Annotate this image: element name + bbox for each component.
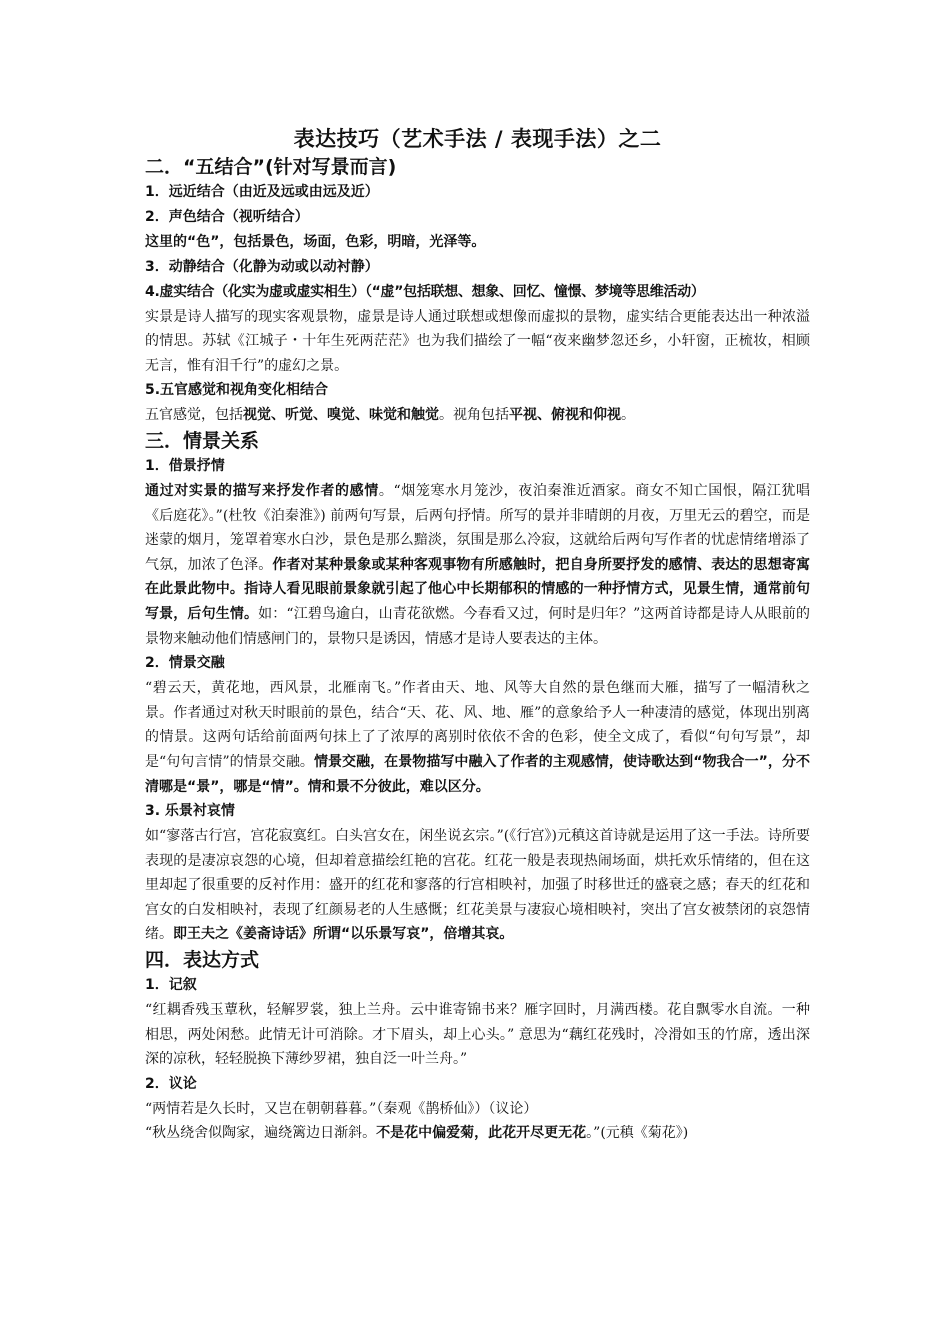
item-argument-line-1: “两情若是久长时，又岂在朝朝暮暮。”（秦观《鹊桥仙》）（议论） <box>145 1100 538 1117</box>
bold-span: 视觉、听觉、嗅觉、味觉和触觉 <box>243 407 439 424</box>
item-sound-color-note: 这里的“色”，包括景色，场面，色彩，明暗，光泽等。 <box>145 234 486 250</box>
item-blend: 2．情景交融 <box>145 655 225 672</box>
item-borrow-scene: 1．借景抒情 <box>145 457 225 474</box>
text-span: 。”(元稹《菊花》) <box>586 1125 689 1142</box>
item-virtual-real: 4.虚实结合（化实为虚或虚实相生）（“虚”包括联想、想象、回忆、憧憬、梦境等思维活动） <box>145 283 705 300</box>
bold-span: 通过对实景的描写来抒发作者的感情 <box>145 482 379 499</box>
item-joy-sorrow-body <box>145 824 810 947</box>
text-span: 如：“江碧鸟逾白，山青花欲燃。今春看又过，何时是归年？”这两首诗都是诗人从眼前的景物来触动他们情感闸门的，景物只是诱因，情感才是诗人要表达的主体。 <box>145 605 811 647</box>
item-virtual-real-body: 实景是诗人描写的现实客观景物，虚景是诗人通过联想或想像而虚拟的景物，虚实结合更能表达出一种浓溢的情思。苏轼《江城子・十年生死两茫茫》也为我们描绘了一幅“夜来幽梦忽还乡，小轩窗，正梳妆，相顾无言，惟有泪千行”的虚幻之景。 <box>145 308 810 374</box>
item-borrow-scene-body <box>145 479 810 651</box>
item-narration: 1．记叙 <box>145 977 197 994</box>
item-narration-body: “红耦香残玉蕈秋，轻解罗裳，独上兰舟。云中谁寄锦书来？雁字回时，月满西楼。花自飘零水自流。一种相思，两处闲愁。此情无计可消除。才下眉头，却上心头。” 意思为“藕红花残时，冷滑如玉的竹席，透出深深的凉秋，轻轻脱换下薄纱罗裙，独自泛一叶兰舟。” <box>145 1002 810 1068</box>
bold-span: 作者对某种景象或某种客观事物有所感触时，把自身所要抒发的感情、表达的思想寄寓在此景此物中。指诗人看见眼前景象就引起了他心中长期郁积的情感的一种抒情方式，见景生情，通常前句写景，后句生情。 <box>145 556 811 622</box>
text-span: 。 <box>621 407 635 424</box>
bold-span: 即王夫之《姜斋诗话》所谓“以乐景写哀”，倍增其哀。 <box>173 926 514 943</box>
item-far-near: 1．远近结合（由近及远或由远及近） <box>145 184 379 200</box>
item-senses-perspective-body <box>145 403 810 428</box>
text-span: 。视角包括 <box>439 407 509 424</box>
item-motion-stillness: 3．动静结合（化静为动或以动衬静） <box>145 258 379 275</box>
item-sound-color: 2．声色结合（视听结合） <box>145 209 309 225</box>
bold-span: 不是花中偏爱菊，此花开尽更无花 <box>376 1125 587 1142</box>
section-heading-expression: 四．表达方式 <box>145 949 260 972</box>
document-body <box>145 124 810 1146</box>
text-span: 。“烟笼寒水月笼沙，夜泊秦淮近酒家。商女不知亡国恨，隔江犹唱《后庭花》。”(杜牧《泊秦淮》) 前两句写景，后两句抒情。所写的景并非晴朗的月夜，万里无云的碧空，而是迷蒙的烟月，笼罩着寒水白沙，景色是那么黯淡，氛围是那么冷寂，这就给后两句写作者的忧虑情绪增添了气氛，加浓了色泽。 <box>145 482 811 573</box>
text-span: 五官感觉，包括 <box>145 407 243 424</box>
section-heading-scene-emotion: 三．情景关系 <box>145 429 260 452</box>
section-heading-five-combinations: 二．“五结合”(针对写景而言) <box>145 156 397 178</box>
bold-span: 平视、俯视和仰视 <box>509 407 621 424</box>
bold-span: 情景交融，在景物描写中融入了作者的主观感情，使诗歌达到“物我合一”，分不清哪是“景”，哪是“情”。情和景不分彼此，难以区分。 <box>145 753 810 795</box>
item-argument: 2．议论 <box>145 1075 197 1092</box>
text-span: 如“寥落古行宫，宫花寂寞红。白头宫女在，闲坐说玄宗。”(《行宫》)元稹这首诗就是运用了这一手法。诗所要表现的是凄凉哀怨的心境，但却着意描绘红艳的宫花。红花一般是表现热闹场面，烘托欢乐情绪的，但在这里却起了很重要的反衬作用：盛开的红花和寥落的行宫相映衬，加强了时移世迁的盛衰之感；春天的红花和宫女的白发相映衬，表现了红颜易老的人生感慨；红花美景与凄寂心境相映衬，突出了宫女被禁闭的哀怨情绪。 <box>145 828 810 943</box>
item-argument-line-2 <box>145 1121 810 1146</box>
text-span: “秋丛绕舍似陶家，遍绕篱边日渐斜。 <box>145 1125 377 1142</box>
item-senses-perspective: 5.五官感觉和视角变化相结合 <box>145 382 329 399</box>
document-title: 表达技巧（艺术手法 / 表现手法）之二 <box>293 127 662 151</box>
item-blend-body <box>145 676 810 799</box>
text-span: “碧云天，黄花地，西风景，北雁南飞。”作者由天、地、风等大自然的景色继而大雁，描写了一幅清秋之景。作者通过对秋天时眼前的景色，结合“天、花、风、地、雁”的意象给予人一种凄清的感觉，体现出别离的情景。这两句话给前面两句抹上了了浓厚的离别时依依不舍的色彩，使全文成了，看似“句句写景”，却是“句句言情”的情景交融。 <box>145 680 810 770</box>
item-joy-sorrow: 3. 乐景衬哀情 <box>145 803 235 820</box>
